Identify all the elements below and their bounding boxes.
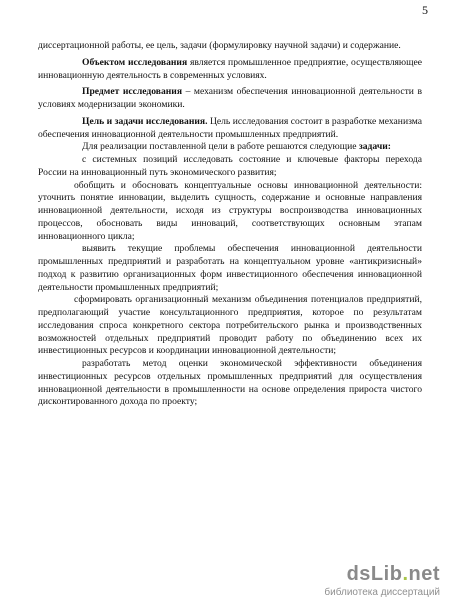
tasks-intro-text: Для реализации поставленной цели в работе решаются следующие [82, 141, 357, 153]
watermark-logo-tld: net [408, 563, 440, 585]
watermark-logo-main: dsLib [346, 563, 403, 585]
tasks-term: задачи: [358, 141, 391, 153]
object-term: Объектом исследования [82, 56, 188, 68]
paragraph-object [38, 57, 422, 83]
goals-text: Цель исследования состоит в разработке механизма обеспечения инновационной деятельности промышленных предприятий. [38, 115, 422, 140]
watermark-logo [324, 563, 440, 586]
task-item-1: с системных позиций исследовать состояние и ключевые факторы перехода России на инновационный путь экономического развития; [38, 154, 422, 178]
watermark-logo-dot: . [402, 563, 409, 585]
watermark [324, 563, 440, 598]
watermark-subtitle: библиотека диссертаций [324, 587, 440, 598]
paragraph-intro-end: диссертационной работы, ее цель, задачи (формулировку научной задачи) и содержание. [38, 40, 401, 51]
page-number: 5 [422, 3, 428, 17]
task-item-4: сформировать организационный механизм объединения потенциалов предприятий, предполагающий участие консультационного предприятия, которое по результатам исследования спроса конкретного сектора потребительского рынка и производственных возможностей отдельных предприятий проводит работу по объединению всех их инвестиционных ресурсов и координации инновационной деятельности; [38, 294, 422, 357]
document-body [38, 40, 422, 409]
goals-term: Цель и задачи исследования. [82, 115, 208, 127]
paragraph-tasks-intro [38, 141, 422, 154]
task-item-3: выявить текущие проблемы обеспечения инновационной деятельности промышленных предприятий и разработать на концептуальном уровне «антикризисный» подход к развитию организационных форм инвестиционного обеспечения инновационной деятельности промышленных предприятий; [38, 243, 422, 293]
subject-term: Предмет исследования [82, 86, 183, 98]
paragraph-goals [38, 116, 422, 142]
object-text: является промышленное предприятие, осуществляющее инновационную деятельность в современных условиях. [38, 56, 423, 81]
task-item-2: обобщить и обосновать концептуальные основы инновационной деятельности: уточнить понятие инновации, выделить сущность, содержание и основные направления инновационной деятельности, исходя из структуры воспроизводства инновационных процессов, обосновать виды инноваций, соответствующих основным этапам инновационного цикла; [38, 179, 422, 242]
paragraph-subject [38, 86, 422, 112]
task-item-5: разработать метод оценки экономической эффективности объединения инвестиционных ресурсов отдельных промышленных предприятий для осуществления инновационной деятельности в промышленности на основе определения прироста чистого дисконтированного дохода по проекту; [38, 358, 422, 408]
subject-text: – механизм обеспечения инновационной деятельности в условиях модернизации экономики. [38, 86, 422, 110]
